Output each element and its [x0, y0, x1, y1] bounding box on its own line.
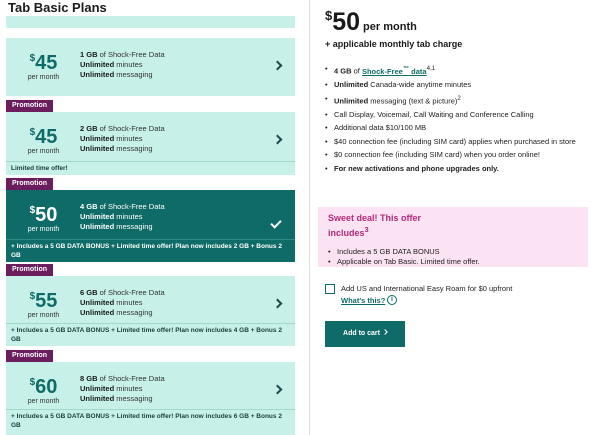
feature-eligibility: [325, 164, 593, 174]
checkmark-icon: [270, 217, 281, 228]
feature-minutes-bold: Unlimited: [334, 80, 369, 89]
page-title: Tab Basic Plans: [8, 0, 107, 15]
minutes-bold: Unlimited: [80, 212, 115, 221]
chevron-right-icon: [382, 329, 388, 335]
deal-title-text: Sweet deal! This offer includes: [328, 213, 422, 238]
plan-card-45-1gb[interactable]: [6, 38, 295, 96]
messaging-text: messaging: [116, 222, 153, 231]
feature-online-fee: • $0 connection fee (including SIM card) when you order online!: [325, 150, 593, 160]
minutes-text: minutes: [116, 60, 143, 69]
plan-summary-column: [310, 0, 600, 435]
messaging-bold: Unlimited: [80, 70, 115, 79]
currency-symbol: $: [29, 205, 36, 216]
sweet-deal-box: [318, 207, 588, 267]
add-to-cart-label: Add to cart: [343, 330, 380, 337]
minutes-text: minutes: [116, 134, 143, 143]
feature-data: [325, 64, 593, 77]
feature-calling: • Call Display, Voicemail, Call Waiting and Conference Calling: [325, 110, 593, 120]
trademark-mark: ™: [402, 65, 410, 72]
chevron-right-icon[interactable]: [273, 135, 283, 145]
feature-messaging-footnote: 2: [457, 94, 461, 102]
promotion-tag: Promotion: [6, 350, 53, 362]
deal-footnote: 3: [364, 225, 369, 234]
data-amount: 2 GB: [80, 124, 98, 133]
plan-card-50-4gb[interactable]: [6, 180, 295, 262]
currency-symbol: $: [29, 377, 36, 388]
plan-features: [80, 124, 165, 154]
plan-price: [16, 372, 71, 405]
chevron-right-icon[interactable]: [273, 61, 283, 71]
plan-features: [80, 202, 165, 232]
price-period: per month: [27, 74, 60, 81]
feature-store-fee: • $40 connection fee (including SIM card) applies when purchased in store: [325, 137, 593, 147]
chevron-right-icon[interactable]: [273, 299, 283, 309]
feature-minutes: [325, 80, 593, 90]
price-period: per month: [27, 312, 60, 319]
messaging-text: messaging: [116, 308, 153, 317]
plan-card-45-2gb[interactable]: [6, 102, 295, 175]
minutes-bold: Unlimited: [80, 384, 115, 393]
feature-eligibility-text: For new activations and phone upgrades only.: [334, 163, 499, 173]
messaging-bold: Unlimited: [80, 308, 115, 317]
price-amount: 50: [35, 204, 58, 226]
feature-messaging-bold: Unlimited: [334, 96, 369, 105]
messaging-text: messaging: [116, 394, 153, 403]
plan-features: [80, 288, 165, 318]
price-amount: 45: [35, 52, 58, 74]
feature-additional-data: • Additional data $10/100 MB: [325, 123, 593, 133]
plan-bonus-text: Limited time offer!: [6, 161, 295, 175]
easy-roam-label: Add US and International Easy Roam for $0 upfront: [341, 284, 513, 293]
deal-list: [328, 247, 578, 267]
shock-free-link-suffix: data: [409, 66, 427, 76]
deal-title: [328, 213, 428, 239]
price-period: per month: [27, 226, 60, 233]
add-to-cart-button[interactable]: [325, 321, 405, 347]
price-amount: 55: [35, 290, 58, 312]
data-suffix: of Shock-Free Data: [99, 288, 165, 297]
deal-item: • Includes a 5 GB DATA BONUS: [328, 247, 578, 257]
plan-bonus-text: + Includes a 5 GB DATA BONUS + Limited time offer! Plan now includes 6 GB + Bonus 2 GB: [6, 409, 295, 432]
plan-features: [80, 50, 165, 80]
data-amount: 6 GB: [80, 288, 98, 297]
currency-symbol: $: [29, 291, 36, 302]
minutes-bold: Unlimited: [80, 298, 115, 307]
feature-data-of: of: [353, 66, 360, 76]
promotion-tag: Promotion: [6, 178, 53, 190]
messaging-bold: Unlimited: [80, 394, 115, 403]
summary-price-period: per month: [363, 21, 417, 33]
plan-price: [16, 286, 71, 319]
price-period: per month: [27, 398, 60, 405]
summary-feature-list: [325, 64, 593, 177]
promotion-tag: Promotion: [6, 100, 53, 112]
summary-currency: $: [325, 8, 333, 23]
promotion-tag: Promotion: [6, 264, 53, 276]
plan-bonus-text: + Includes a 5 GB DATA BONUS + Limited time offer! Plan now includes 2 GB + Bonus 2 GB: [6, 239, 295, 262]
shock-free-link[interactable]: [362, 67, 427, 76]
minutes-text: minutes: [116, 298, 143, 307]
scroll-top-strip: [6, 16, 295, 28]
plan-bonus-text: + Includes a 5 GB DATA BONUS + Limited time offer! Plan now includes 4 GB + Bonus 2 GB: [6, 323, 295, 346]
summary-subcharge: + applicable monthly tab charge: [325, 39, 463, 49]
plan-card-60-8gb[interactable]: [6, 352, 295, 435]
chevron-right-icon[interactable]: [273, 385, 283, 395]
deal-item: • Applicable on Tab Basic. Limited time offer.: [328, 257, 578, 267]
feature-data-amount: 4 GB: [334, 66, 352, 76]
minutes-text: minutes: [116, 212, 143, 221]
data-suffix: of Shock-Free Data: [99, 124, 165, 133]
summary-price: [325, 8, 417, 37]
price-amount: 45: [35, 126, 58, 148]
plan-card-55-6gb[interactable]: [6, 266, 295, 346]
messaging-bold: Unlimited: [80, 222, 115, 231]
minutes-bold: Unlimited: [80, 60, 115, 69]
minutes-text: minutes: [116, 384, 143, 393]
currency-symbol: $: [29, 53, 36, 64]
data-suffix: of Shock-Free Data: [99, 202, 165, 211]
messaging-bold: Unlimited: [80, 144, 115, 153]
info-icon[interactable]: i: [387, 295, 397, 305]
plan-price: [16, 48, 71, 81]
messaging-text: messaging: [116, 70, 153, 79]
feature-minutes-text: Canada-wide anytime minutes: [368, 80, 472, 89]
price-amount: 60: [35, 376, 58, 398]
currency-symbol: $: [29, 127, 36, 138]
minutes-bold: Unlimited: [80, 134, 115, 143]
plan-features: [80, 374, 165, 404]
messaging-text: messaging: [116, 144, 153, 153]
feature-messaging: [325, 94, 593, 107]
plan-price: [16, 200, 71, 233]
data-amount: 4 GB: [80, 202, 98, 211]
whats-this-link[interactable]: What's this?: [341, 296, 386, 305]
data-amount: 1 GB: [80, 50, 98, 59]
feature-messaging-text: messaging (text & picture): [368, 96, 458, 105]
data-suffix: of Shock-Free Data: [99, 374, 165, 383]
shock-free-link-text: Shock-Free: [361, 66, 403, 76]
easy-roam-checkbox[interactable]: [325, 284, 335, 294]
plan-price: [16, 122, 71, 155]
feature-data-footnote: 4,1: [426, 65, 436, 72]
price-period: per month: [27, 148, 60, 155]
data-amount: 8 GB: [80, 374, 98, 383]
data-suffix: of Shock-Free Data: [99, 50, 165, 59]
summary-price-amount: 50: [332, 8, 361, 36]
